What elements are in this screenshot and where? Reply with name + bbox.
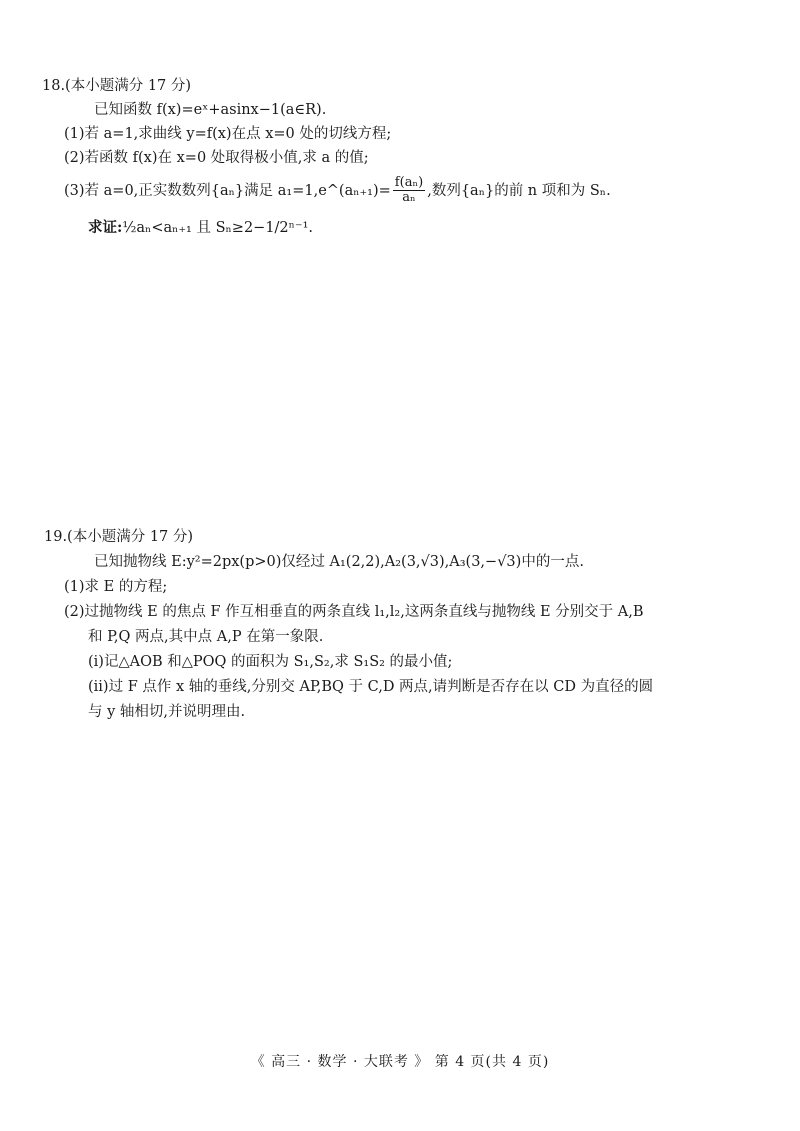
problem-19-part-2-line-1: (2)过抛物线 E 的焦点 F 作互相垂直的两条直线 l₁,l₂,这两条直线与抛物线 E 分别交于 A,B xyxy=(64,604,644,620)
problem-19-part-1: (1)求 E 的方程; xyxy=(64,579,168,595)
part-3-suffix: ,数列{aₙ}的前 n 项和为 Sₙ. xyxy=(427,182,611,199)
problem-18-header: 18.(本小题满分 17 分) xyxy=(42,78,192,94)
problem-18-prove xyxy=(88,218,313,238)
part-3-prefix: (3)若 a=0,正实数数列{aₙ}满足 a₁=1, xyxy=(64,182,319,199)
problem-19-header: 19.(本小题满分 17 分) xyxy=(44,529,194,545)
problem-19-sub-2-line-2: 与 y 轴相切,并说明理由. xyxy=(88,704,246,720)
fraction-denominator: aₙ xyxy=(402,190,416,206)
problem-18-part-1: (1)若 a=1,求曲线 y=f(x)在点 x=0 处的切线方程; xyxy=(64,126,392,142)
problem-19-sub-2-line-1: (ⅱ)过 F 点作 x 轴的垂线,分别交 AP,BQ 于 C,D 两点,请判断是否存在以 CD 为直径的圆 xyxy=(88,679,654,695)
fraction xyxy=(393,176,425,206)
problem-18-stem: 已知函数 f(x)=eˣ+asinx−1(a∈R). xyxy=(94,102,327,118)
problem-18-part-2: (2)若函数 f(x)在 x=0 处取得极小值,求 a 的值; xyxy=(64,150,369,166)
problem-18-part-3 xyxy=(64,176,611,206)
prove-label: 求证: xyxy=(88,219,123,236)
prove-text: ½aₙ<aₙ₊₁ 且 Sₙ≥2−1/2ⁿ⁻¹. xyxy=(122,220,313,236)
part-3-eq-left: e^(aₙ₊₁)= xyxy=(318,182,391,199)
fraction-numerator: f(aₙ) xyxy=(394,175,424,190)
problem-19-sub-1: (ⅰ)记△AOB 和△POQ 的面积为 S₁,S₂,求 S₁S₂ 的最小值; xyxy=(88,654,453,670)
page-footer: 《 高三 · 数学 · 大联考 》 第 4 页(共 4 页) xyxy=(250,1054,550,1070)
problem-19-part-2-line-2: 和 P,Q 两点,其中点 A,P 在第一象限. xyxy=(88,629,324,645)
problem-19-stem: 已知抛物线 E:y²=2px(p>0)仅经过 A₁(2,2),A₂(3,√3),A₃(3,−√3)中的一点. xyxy=(94,554,584,570)
